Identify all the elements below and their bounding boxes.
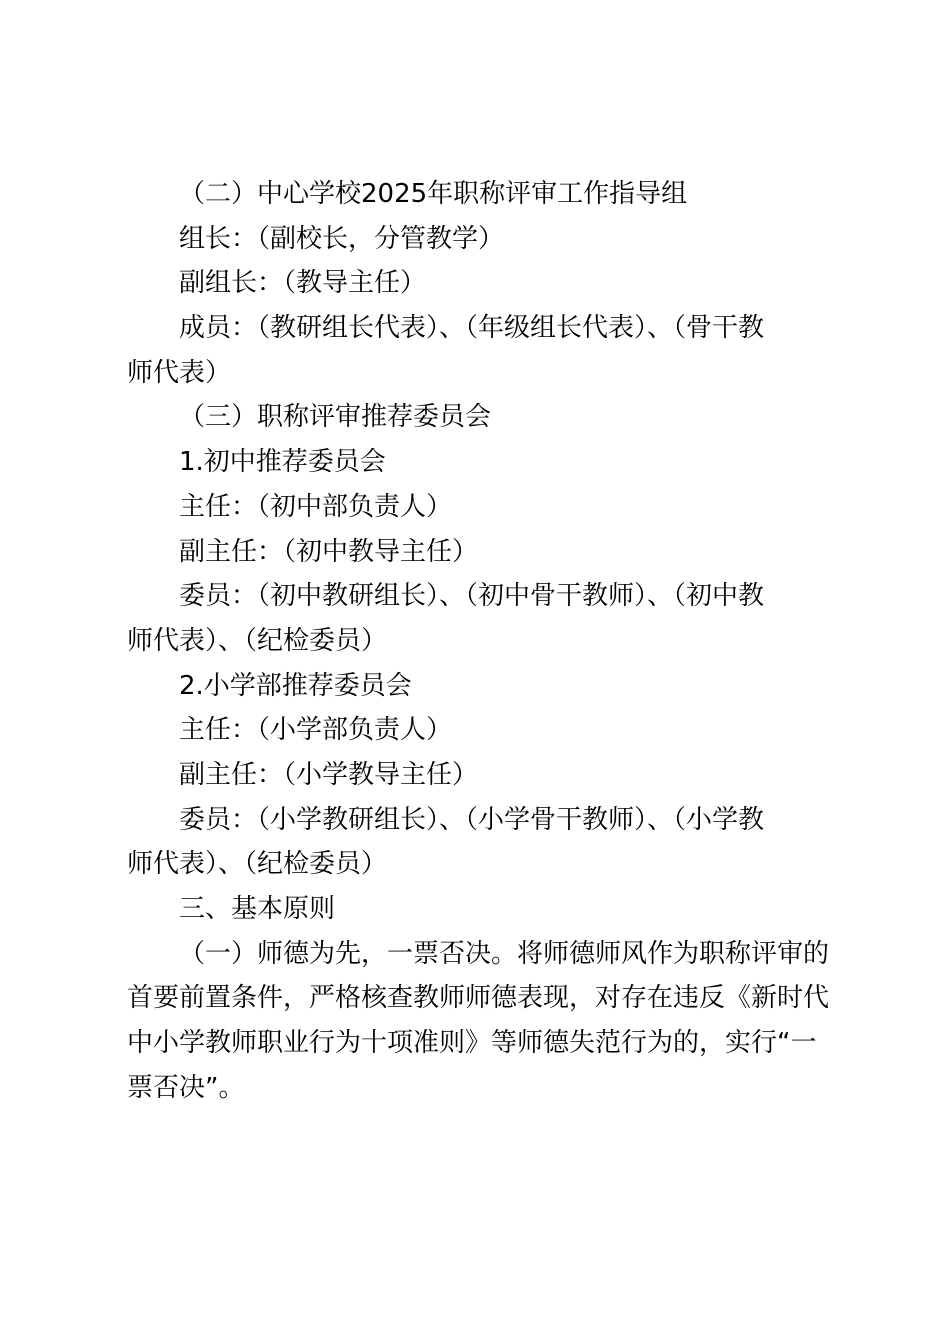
- junior-committee-director: 主任：（初中部负责人）: [179, 491, 453, 522]
- document-page: [127, 172, 833, 1110]
- subheading-primary-committee: 2.小学部推荐委员会: [179, 670, 412, 701]
- junior-committee-members-cont: 师代表）、（纪检委员）: [127, 625, 388, 656]
- guidance-group-members-cont: 师代表）: [127, 357, 232, 388]
- principle-one-paragraph-line-2: 首要前置条件，严格核查教师师德表现，对存在违反《新时代: [127, 983, 830, 1014]
- primary-committee-members: 委员：（小学教研组长）、（小学骨干教师）、（小学教: [179, 804, 765, 835]
- guidance-group-deputy-leader: 副组长：（教导主任）: [179, 268, 427, 299]
- primary-committee-deputy-director: 副主任：（小学教导主任）: [179, 759, 479, 790]
- principle-one-paragraph-line-4: 票否决”。: [127, 1072, 245, 1103]
- subheading-junior-committee: 1.初中推荐委员会: [179, 447, 386, 478]
- primary-committee-members-cont: 师代表）、（纪检委员）: [127, 849, 388, 880]
- principle-one-paragraph-line-1: （一）师德为先，一票否决。将师德师风作为职称评审的: [179, 938, 830, 969]
- primary-committee-director: 主任：（小学部负责人）: [179, 715, 453, 746]
- junior-committee-deputy-director: 副主任：（初中教导主任）: [179, 536, 479, 567]
- section-heading-guidance-group: （二）中心学校2025年职称评审工作指导组: [179, 179, 688, 209]
- section-heading-basic-principles: 三、基本原则: [179, 894, 336, 924]
- principle-one-paragraph-line-3: 中小学教师职业行为十项准则》等师德失范行为的，实行“一: [127, 1028, 817, 1059]
- guidance-group-leader: 组长：（副校长，分管教学）: [179, 223, 505, 254]
- guidance-group-members: 成员：（教研组长代表）、（年级组长代表）、（骨干教: [179, 313, 765, 344]
- section-heading-recommendation-committee: （三）职称评审推荐委员会: [179, 402, 492, 433]
- junior-committee-members: 委员：（初中教研组长）、（初中骨干教师）、（初中教: [179, 581, 765, 612]
